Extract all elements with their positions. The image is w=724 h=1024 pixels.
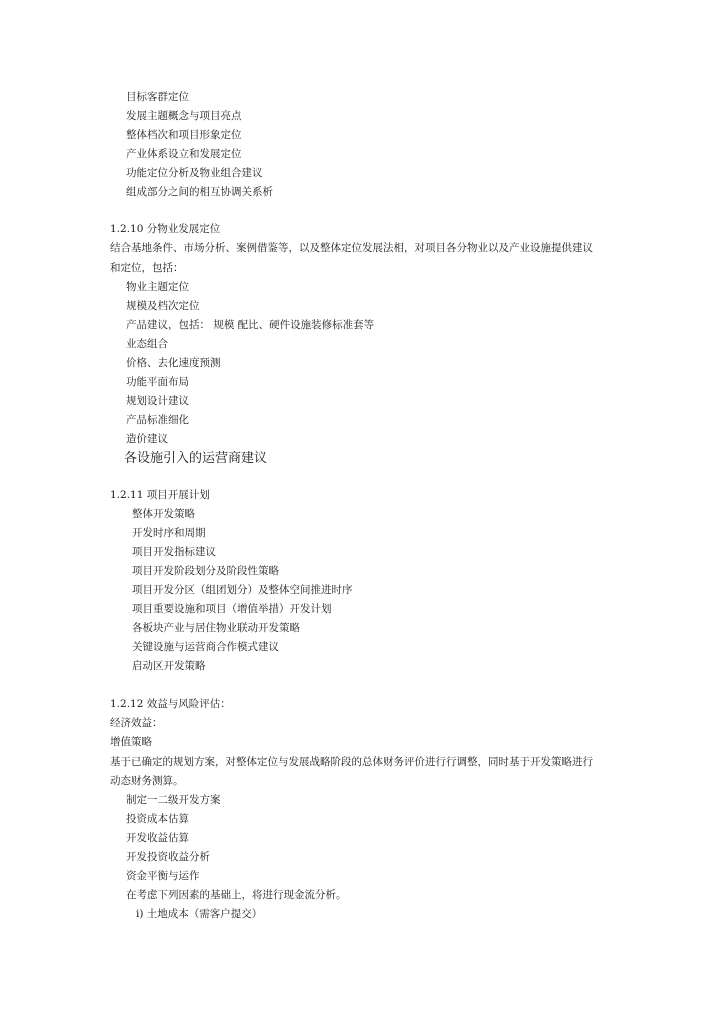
list-item: 开发投资收益分析 — [126, 851, 210, 863]
list-item: 资金平衡与运作 — [126, 870, 200, 882]
list-item: 造价建议 — [126, 433, 168, 445]
section-heading: 1.2.11 项目开展计划 — [110, 489, 210, 501]
paragraph-line: 和定位，包括： — [110, 262, 184, 274]
paragraph-line: 动态财务测算。 — [110, 775, 184, 787]
list-item: 发展主题概念与项目亮点 — [126, 110, 242, 122]
list-item: 组成部分之间的相互协调关系析 — [126, 186, 273, 198]
list-item: 关键设施与运营商合作模式建议 — [132, 641, 279, 653]
paragraph-line: 结合基地条件、市场分析、案例借鉴等，以及整体定位发展法相，对项目各分物业以及产业设施提供建议 — [110, 242, 593, 254]
list-item: 业态组合 — [126, 338, 168, 350]
list-item: 产品建议，包括： 规模 配比、硬件设施装修标准套等 — [126, 319, 375, 331]
list-item: 制定一二级开发方案 — [126, 794, 221, 806]
list-item: 规划设计建议 — [126, 395, 189, 407]
subheading: 经济效益： — [110, 717, 163, 729]
list-item: 规模及档次定位 — [126, 300, 200, 312]
list-item: 开发时序和周期 — [132, 527, 206, 539]
paragraph-line: 基于已确定的规划方案，对整体定位与发展战略阶段的总体财务评价进行行调整，同时基于开发策略进行 — [110, 756, 593, 768]
list-item: 投资成本估算 — [126, 813, 189, 825]
section-heading: 1.2.12 效益与风险评估： — [110, 698, 231, 710]
list-item: 产品标准细化 — [126, 414, 189, 426]
list-item: 项目开发阶段划分及阶段性策略 — [132, 565, 279, 577]
subheading: 增值策略 — [110, 736, 152, 748]
section-heading: 1.2.10 分物业发展定位 — [110, 223, 221, 235]
list-item: 项目开发指标建议 — [132, 546, 216, 558]
list-item: 项目开发分区（组团划分）及整体空间推进时序 — [132, 584, 353, 596]
list-item: 产业体系设立和发展定位 — [126, 148, 242, 160]
list-item: 物业主题定位 — [126, 281, 189, 293]
list-item-large: 各设施引入的运营商建议 — [124, 451, 268, 466]
list-item: 项目重要设施和项目（增值举措）开发计划 — [132, 603, 332, 615]
list-item: 启动区开发策略 — [132, 660, 206, 672]
list-item: 各板块产业与居住物业联动开发策略 — [132, 622, 300, 634]
list-item: 目标客群定位 — [126, 91, 189, 103]
list-item: 价格、去化速度预测 — [126, 357, 221, 369]
list-item: 开发收益估算 — [126, 832, 189, 844]
list-item: 在考虑下列因素的基础上，将进行现金流分析。 — [126, 889, 347, 901]
list-subitem: i) 土地成本（需客户提交） — [136, 908, 263, 920]
list-item: 整体开发策略 — [132, 508, 195, 520]
list-item: 功能定位分析及物业组合建议 — [126, 167, 263, 179]
list-item: 功能平面布局 — [126, 376, 189, 388]
list-item: 整体档次和项目形象定位 — [126, 129, 242, 141]
